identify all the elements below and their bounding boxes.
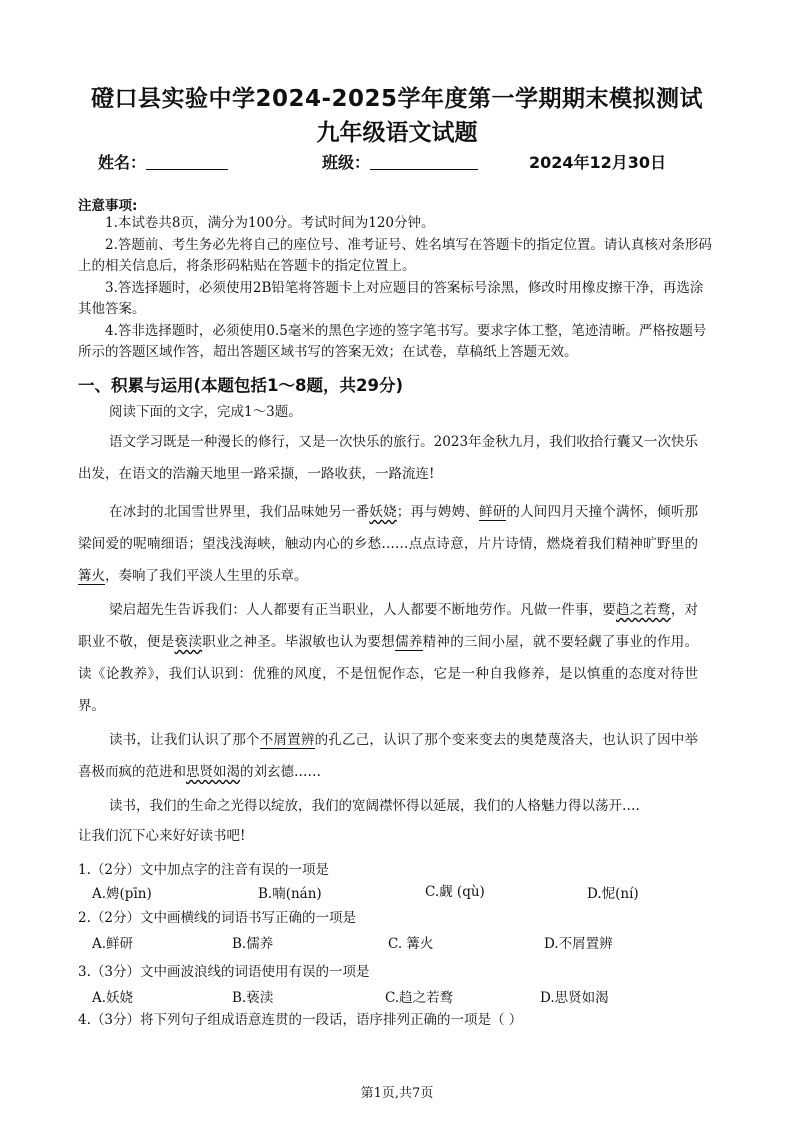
name-field bbox=[98, 150, 228, 173]
passage-paragraph-5-cont: 让我们沉下心来好好读书吧! bbox=[78, 828, 246, 844]
wavy-word: 思贤如渴 bbox=[186, 764, 240, 780]
passage-paragraph-1: 语文学习既是一种漫长的修行，又是一次快乐的旅行。2023年金秋九月，我们收拾行囊又一次快乐出发，在语文的浩瀚天地里一路采撷，一路收获，一路流连! bbox=[78, 434, 698, 482]
wavy-word: 妖娆 bbox=[369, 504, 397, 520]
notice-list bbox=[78, 213, 712, 364]
dotted-word: 娉娉 bbox=[437, 504, 466, 520]
wavy-word: 趋之若鹜 bbox=[616, 602, 671, 618]
page-number: 第1页,共7页 bbox=[360, 1086, 434, 1101]
question-3-option-a: A.妖娆 bbox=[92, 990, 134, 1006]
question-3-option-d: D.思贤如渴 bbox=[540, 990, 609, 1006]
notice-item: 3.答选择题时，必须使用2B铅笔将答题卡上对应题目的答案标号涂黑，修改时用橡皮擦干净，再选涂其他答案。 bbox=[78, 279, 704, 317]
underlined-word: 鲜研 bbox=[479, 504, 507, 520]
name-blank bbox=[146, 153, 228, 170]
notice-item: 2.答题前、考生务必先将自己的座位号、准考证号、姓名填写在答题卡的指定位置。请认真核对条形码上的相关信息后，将条形码粘贴在答题卡的指定位置上。 bbox=[78, 236, 712, 274]
notice-item: 4.答非选择题时，必须使用0.5毫米的黑色字迹的签字笔书写。要求字体工整，笔迹清晰。严格按题号所示的答题区域作答，超出答题区域书写的答案无效；在试卷，草稿纸上答题无效。 bbox=[78, 322, 707, 360]
class-blank bbox=[370, 153, 478, 170]
underlined-word: 不屑置辨 bbox=[259, 732, 315, 748]
question-3-stem: 3.（3分）文中画波浪线的词语使用有误的一项是 bbox=[78, 964, 370, 980]
passage-paragraph-2: 在冰封的北国雪世界里，我们品味她另一番妖娆；再与娉娉、鲜研的人间四月天撞个满怀，倾听那梁间爱的呢喃细语；望浅浅海峡，触动内心的乡愁……点点诗意，片片诗情，燃烧着我们精神旷野里的篝火，奏响了我们平淡人生里的乐章。 bbox=[78, 504, 699, 584]
question-2-option-d: D.不屑置辨 bbox=[544, 936, 613, 952]
question-1-option-d: D.怩(ní) bbox=[587, 886, 639, 902]
passage-paragraph-5: 读书，我们的生命之光得以绽放，我们的宽阔襟怀得以延展，我们的人格魅力得以荡开…. bbox=[109, 798, 640, 814]
question-1-option-c: C.觑 (qù) bbox=[425, 884, 485, 900]
dotted-word: 呢喃 bbox=[133, 536, 161, 552]
question-4-stem: 4.（3分）将下列句子组成语意连贯的一段话，语序排列正确的一项是（ ） bbox=[78, 1012, 523, 1028]
notice-heading: 注意事项: bbox=[78, 198, 138, 214]
name-label: 姓名： bbox=[98, 153, 147, 172]
dotted-word: 觑 bbox=[588, 634, 602, 650]
underlined-word: 儒养 bbox=[395, 634, 423, 650]
question-3-option-c: C.趋之若鹜 bbox=[385, 990, 454, 1006]
question-3-option-b: B.亵渎 bbox=[232, 990, 274, 1006]
class-label: 班级： bbox=[322, 153, 371, 172]
question-2-option-a: A.鲜研 bbox=[92, 936, 134, 952]
question-1-stem: 1.（2分）文中加点字的注音有误的一项是 bbox=[78, 862, 329, 878]
passage-paragraph-3: 梁启超先生告诉我们：人人都要有正当职业，人人都要不断地劳作。凡做一件事，要趋之若鹜，对职业不敬，便是亵渎职业之神圣。毕淑敏也认为要想儒养精神的三间小屋，就不要轻觑了事业的作用。读《论教养》，我们认识到：优雅的风度，不是忸怩作态，它是一种自我修养，是以慎重的态度对待世界。 bbox=[78, 602, 699, 714]
question-2-option-c: C. 篝火 bbox=[388, 936, 434, 952]
class-field bbox=[322, 150, 478, 173]
question-2-option-b: B.儒养 bbox=[232, 936, 274, 952]
question-1-option-a: A.娉(pīn) bbox=[92, 886, 152, 902]
exam-subtitle: 九年级语文试题 bbox=[316, 120, 478, 146]
reading-intro: 阅读下面的文字，完成1～3题。 bbox=[109, 404, 302, 420]
exam-date: 2024年12月30日 bbox=[529, 153, 667, 172]
section-heading: 一、积累与运用(本题包括1～8题，共29分) bbox=[78, 376, 404, 395]
underlined-word: 篝火 bbox=[78, 568, 105, 584]
wavy-word: 亵渎 bbox=[174, 634, 203, 650]
notice-item: 1.本试卷共8页，满分为100分。考试时间为120分钟。 bbox=[105, 215, 435, 231]
question-1-option-b: B.喃(nán) bbox=[258, 886, 322, 902]
passage-paragraph-4: 读书，让我们认识了那个不屑置辨的孔乙己，认识了那个变来变去的奥楚蔑洛夫，也认识了因中举喜极而疯的范进和思贤如渴的刘玄德…… bbox=[78, 732, 699, 780]
question-2-stem: 2.（2分）文中画横线的词语书写正确的一项是 bbox=[78, 910, 356, 926]
exam-title: 磴口县实验中学2024-2025学年度第一学期期末模拟测试 bbox=[90, 86, 704, 112]
dotted-word: 忸怩 bbox=[363, 666, 392, 682]
